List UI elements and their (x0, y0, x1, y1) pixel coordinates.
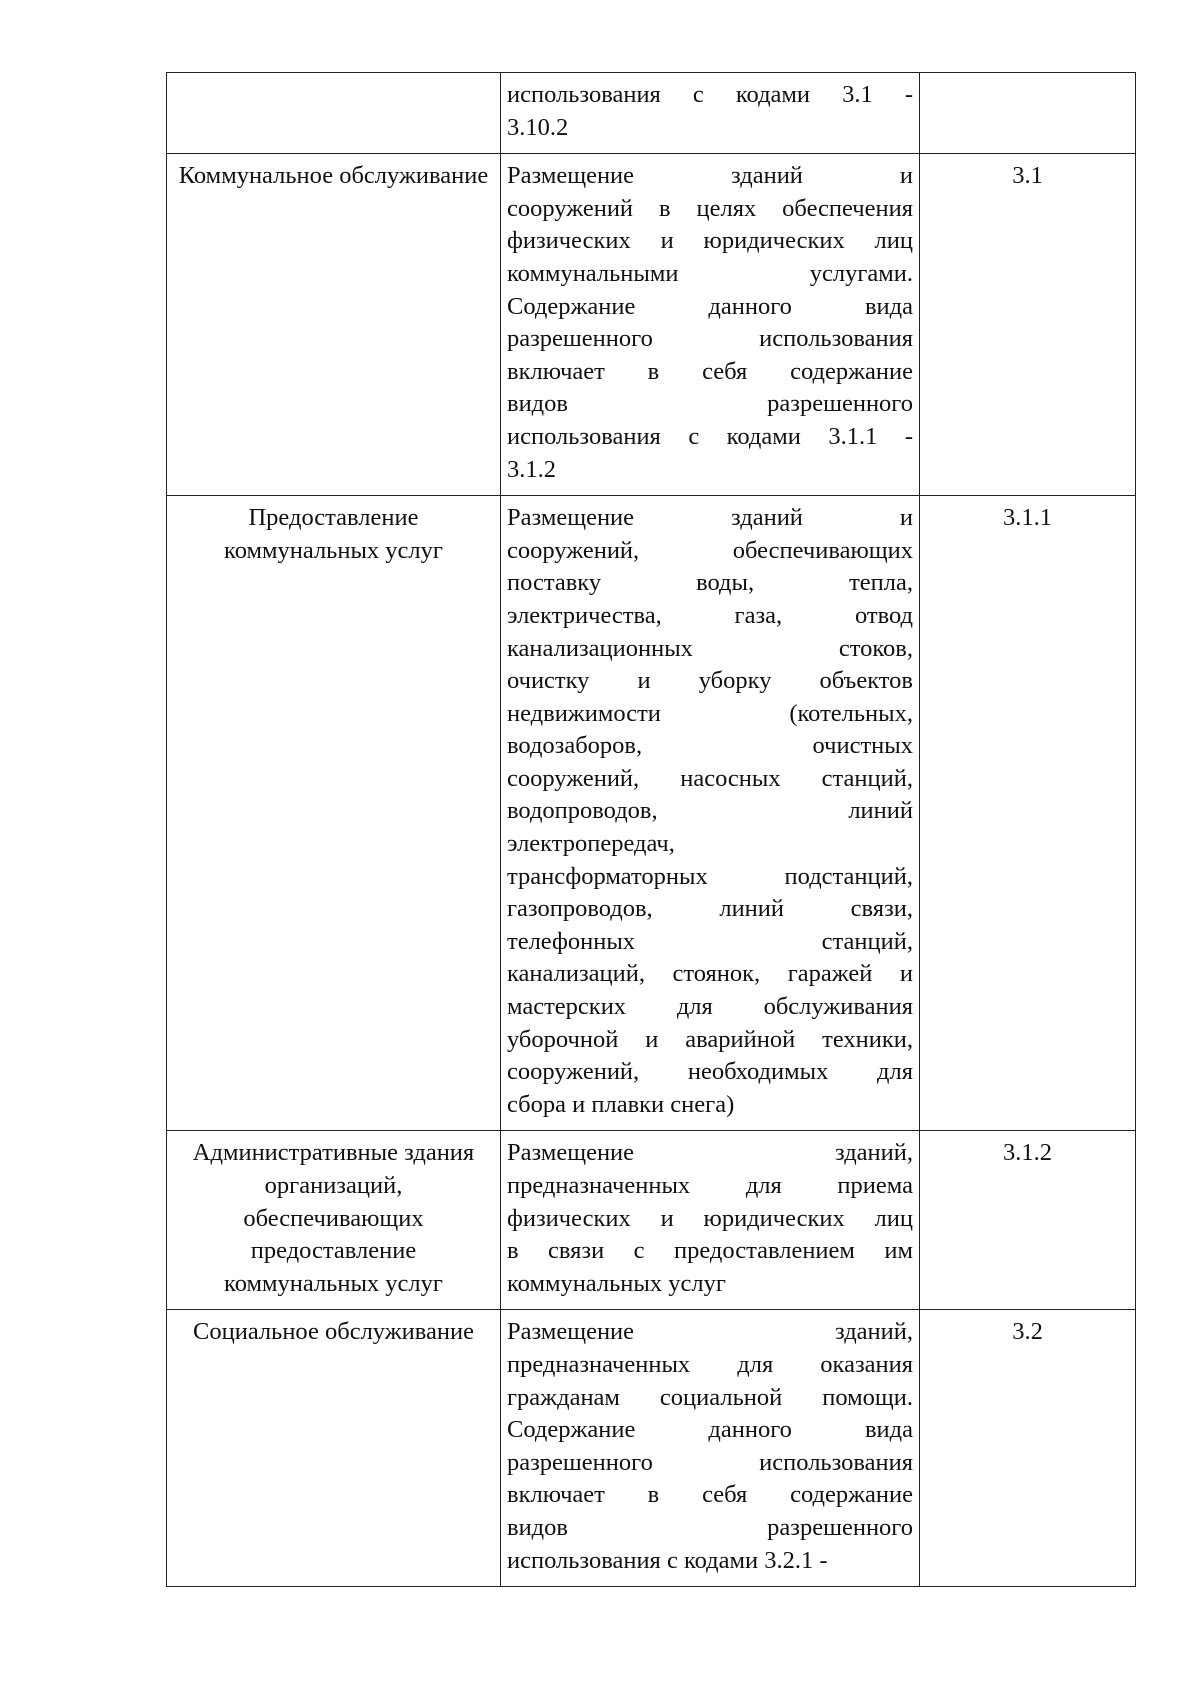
table-body (167, 73, 1136, 1587)
land-use-code-cell: 3.1.2 (920, 1131, 1136, 1310)
description-line: видов разрешенного (507, 390, 913, 418)
description-line: сооружений в целях обеспечения (507, 194, 913, 222)
description-line: Размещение зданий, (507, 1318, 913, 1346)
description-line: использования с кодами 3.1 - (507, 81, 913, 108)
description-line: коммунальными услугами. (507, 259, 913, 287)
description-line: сбора и плавки снега) (507, 1090, 735, 1118)
description-line: мастерских для обслуживания (507, 993, 913, 1021)
description-line: Размещение зданий и (507, 162, 913, 190)
land-use-name-cell (167, 73, 501, 154)
description-line: физических и юридических лиц (507, 227, 913, 255)
land-use-code-cell: 3.1 (920, 154, 1136, 496)
description-line: гражданам социальной помощи. (507, 1383, 913, 1411)
description-line: включает в себя содержание (507, 1481, 913, 1509)
description-line: в связи с предоставлением им (507, 1237, 913, 1265)
land-use-code-cell: 3.2 (920, 1310, 1136, 1587)
land-use-name-cell: Социальное обслуживание (167, 1310, 501, 1587)
land-use-name-cell: Коммунальное обслуживание (167, 154, 501, 496)
table-row (167, 1131, 1136, 1310)
land-use-description-cell (501, 73, 920, 154)
description-line: предназначенных для приема (507, 1172, 913, 1199)
description-line: телефонных станций, (507, 927, 913, 955)
description-line: трансформаторных подстанций, (507, 862, 913, 890)
land-use-code-cell: 3.1.1 (920, 496, 1136, 1131)
description-line: видов разрешенного (507, 1513, 913, 1541)
description-line: водопроводов, линий (507, 797, 913, 825)
description-line: уборочной и аварийной техники, (507, 1025, 913, 1053)
description-line: разрешенного использования (507, 325, 913, 353)
description-line: недвижимости (котельных, (507, 699, 913, 727)
land-use-name-cell: Предоставление коммунальных услуг (167, 496, 501, 1131)
land-use-name-cell: Административные здания организаций, обеспечивающих предоставление коммунальных услуг (167, 1131, 501, 1310)
land-use-description-cell (501, 496, 920, 1131)
description-line: канализационных стоков, (507, 634, 913, 662)
description-line: очистку и уборку объектов (507, 667, 913, 695)
table-row (167, 496, 1136, 1131)
table-row (167, 1310, 1136, 1587)
land-use-description-cell (501, 1310, 920, 1587)
description-line: поставку воды, тепла, (507, 569, 913, 597)
description-line: физических и юридических лиц (507, 1204, 913, 1232)
description-line: 3.1.2 (507, 455, 556, 483)
description-line: включает в себя содержание (507, 357, 913, 385)
description-line: Содержание данного вида (507, 1416, 913, 1444)
description-line: Размещение зданий, (507, 1139, 913, 1167)
description-line: сооружений, обеспечивающих (507, 536, 913, 564)
table-row (167, 154, 1136, 496)
description-line: сооружений, насосных станций, (507, 764, 913, 792)
description-line: канализаций, стоянок, гаражей и (507, 960, 913, 988)
land-use-code-cell (920, 73, 1136, 154)
description-line: сооружений, необходимых для (507, 1058, 913, 1086)
land-use-description-cell (501, 1131, 920, 1310)
description-line: электричества, газа, отвод (507, 601, 913, 629)
description-line: коммунальных услуг (507, 1269, 726, 1297)
description-line: Размещение зданий и (507, 504, 913, 532)
description-line: водозаборов, очистных (507, 732, 913, 760)
description-line: использования с кодами 3.1.1 - (507, 422, 913, 450)
description-line: предназначенных для оказания (507, 1350, 913, 1378)
description-line: Содержание данного вида (507, 292, 913, 320)
description-line: 3.10.2 (507, 113, 569, 141)
description-line: разрешенного использования (507, 1448, 913, 1476)
table-row (167, 73, 1136, 154)
land-use-table (166, 72, 1136, 1587)
description-line: газопроводов, линий связи, (507, 895, 913, 923)
land-use-description-cell (501, 154, 920, 496)
description-line: использования с кодами 3.2.1 - (507, 1546, 828, 1574)
description-line: электропередач, (507, 830, 675, 858)
